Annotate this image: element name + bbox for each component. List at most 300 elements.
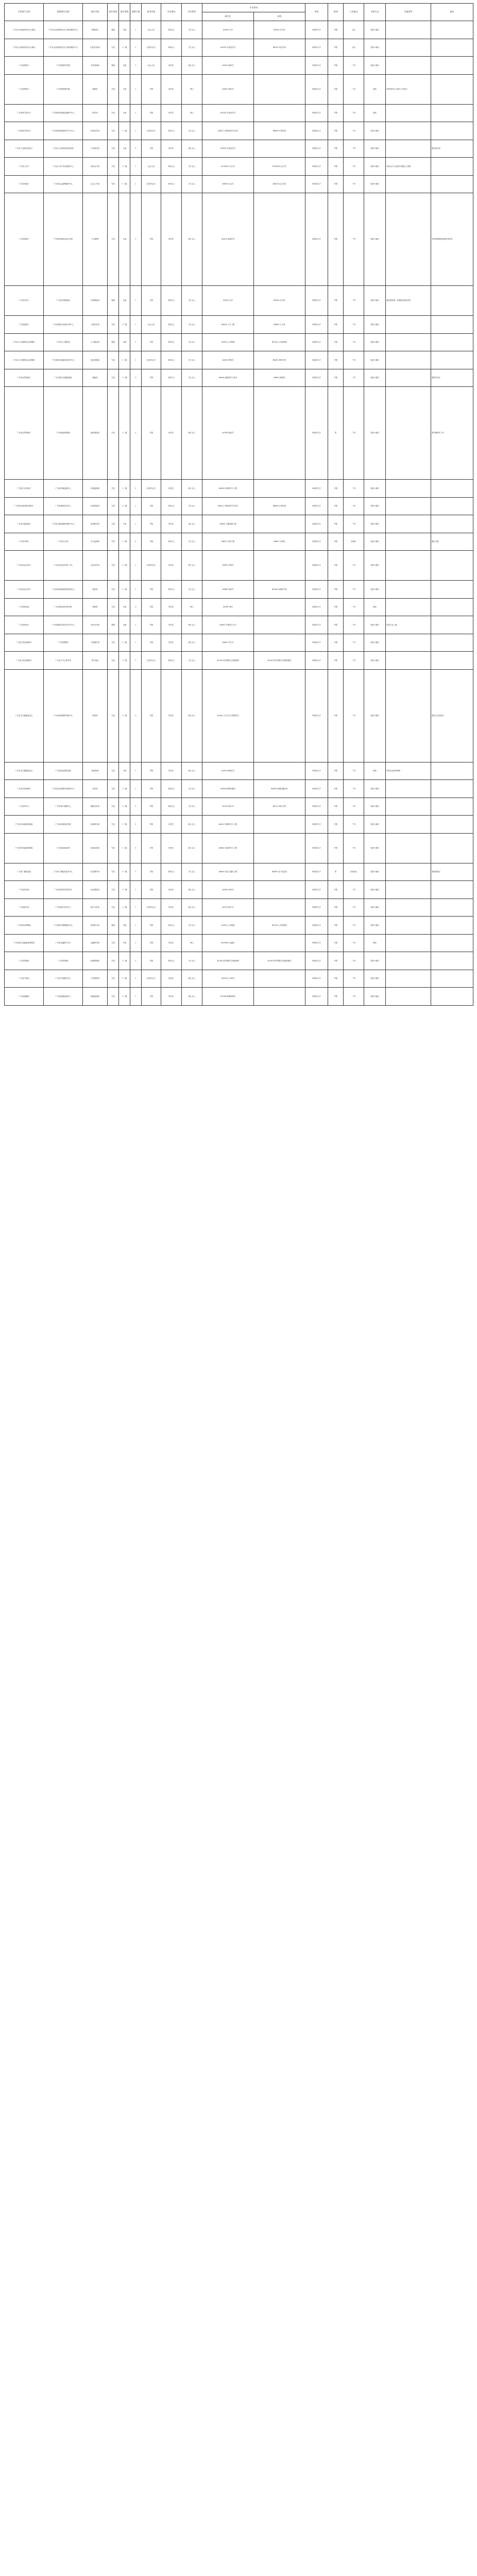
education-cell: 本科以上 bbox=[161, 497, 182, 515]
category-cell: 专技 bbox=[108, 669, 119, 762]
header-place: 工作地点 bbox=[344, 4, 364, 21]
dept-cell: 广东省教育厅 bbox=[5, 57, 44, 75]
count-cell: 1 bbox=[130, 497, 142, 515]
count-cell: 2 bbox=[130, 193, 142, 286]
dept-cell: 广东省卫生健康委员会 bbox=[5, 762, 44, 780]
count-cell: 1 bbox=[130, 616, 142, 634]
object-cell: 应届毕业生 bbox=[142, 480, 161, 498]
age-cell: 35周岁以下 bbox=[305, 988, 328, 1006]
exam-cell: 笔试+面试 bbox=[364, 515, 386, 533]
note-cell bbox=[431, 581, 473, 599]
category-cell: 专技 bbox=[108, 581, 119, 599]
post-cell: 教研岗 bbox=[83, 74, 108, 104]
level-cell: 十二级 bbox=[119, 533, 130, 551]
unit-cell: 广东省林业科学研究院 bbox=[44, 598, 83, 616]
dept-cell: 广东省民政厅 bbox=[5, 193, 44, 286]
major-graduate-cell: A0810 信息与通信工程 bbox=[202, 863, 254, 881]
level-cell: 十二级 bbox=[119, 351, 130, 369]
dept-cell: 广东省文化和旅游厅 bbox=[5, 652, 44, 670]
post-cell: 管理岗位 bbox=[83, 21, 108, 39]
other-cell bbox=[386, 57, 431, 75]
object-cell: 不限 bbox=[142, 816, 161, 834]
education-cell: 研究生 bbox=[161, 74, 182, 104]
count-cell: 2 bbox=[130, 652, 142, 670]
sex-cell: 不限 bbox=[328, 780, 344, 798]
other-cell bbox=[386, 104, 431, 122]
table-row bbox=[5, 988, 473, 1006]
sex-cell: 不限 bbox=[328, 497, 344, 515]
degree-cell: 学士以上 bbox=[182, 351, 202, 369]
count-cell: 1 bbox=[130, 634, 142, 652]
exam-cell: 面试 bbox=[364, 104, 386, 122]
place-cell: 广州 bbox=[344, 780, 364, 798]
sex-cell: 不限 bbox=[328, 175, 344, 193]
object-cell: 社会人员 bbox=[142, 158, 161, 176]
education-cell: 本科以上 bbox=[161, 952, 182, 970]
age-cell: 35周岁以下 bbox=[305, 917, 328, 935]
major-undergraduate-cell bbox=[254, 57, 305, 75]
table-row bbox=[5, 798, 473, 816]
dept-cell: 广东省医疗保障局 bbox=[5, 917, 44, 935]
header-sex: 性别 bbox=[328, 4, 344, 21]
header-category: 岗位类别 bbox=[108, 4, 119, 21]
note-cell bbox=[431, 515, 473, 533]
post-cell: 信息技术岗 bbox=[83, 122, 108, 140]
education-cell: 本科以上 bbox=[161, 533, 182, 551]
other-cell bbox=[386, 333, 431, 351]
degree-cell: 学士以上 bbox=[182, 780, 202, 798]
place-cell: 广州 bbox=[344, 952, 364, 970]
post-cell: 技术维护岗 bbox=[83, 863, 108, 881]
post-cell: 档案管理岗 bbox=[83, 952, 108, 970]
major-graduate-cell: A1002 临床医学 bbox=[202, 193, 254, 286]
table-row bbox=[5, 917, 473, 935]
exam-cell: 笔试+面试 bbox=[364, 39, 386, 57]
category-cell: 专技 bbox=[108, 193, 119, 286]
education-cell: 研究生 bbox=[161, 988, 182, 1006]
unit-cell: 广东省气象服务中心 bbox=[44, 970, 83, 988]
other-cell: 具有两年以上相关工作经历 bbox=[386, 74, 431, 104]
object-cell: 不限 bbox=[142, 387, 161, 480]
major-graduate-cell: A1204 公共管理 bbox=[202, 917, 254, 935]
category-cell: 专技 bbox=[108, 881, 119, 899]
category-cell: 专技 bbox=[108, 497, 119, 515]
degree-cell: 学士以上 bbox=[182, 863, 202, 881]
sex-cell: 不限 bbox=[328, 39, 344, 57]
level-cell: 十级 bbox=[119, 598, 130, 616]
education-cell: 研究生 bbox=[161, 762, 182, 780]
major-graduate-cell: A020204 金融学 bbox=[202, 934, 254, 952]
age-cell: 40周岁以下 bbox=[305, 934, 328, 952]
dept-cell: 广东省审计厅 bbox=[5, 798, 44, 816]
degree-cell: 学士以上 bbox=[182, 286, 202, 316]
unit-cell: 广东省统计信息中心 bbox=[44, 899, 83, 917]
note-cell bbox=[431, 917, 473, 935]
unit-cell: 广东省医疗保障服务中心 bbox=[44, 917, 83, 935]
note-cell bbox=[431, 934, 473, 952]
sex-cell: 不限 bbox=[328, 286, 344, 316]
other-cell bbox=[386, 634, 431, 652]
dept-cell: 广东省自然资源厅 bbox=[5, 369, 44, 387]
level-cell: 十二级 bbox=[119, 669, 130, 762]
major-undergraduate-cell: B0301 法学类 bbox=[254, 286, 305, 316]
degree-cell: 学士以上 bbox=[182, 158, 202, 176]
sex-cell: 不限 bbox=[328, 515, 344, 533]
education-cell: 本科以上 bbox=[161, 21, 182, 39]
place-cell: 广州 bbox=[344, 551, 364, 581]
count-cell: 1 bbox=[130, 899, 142, 917]
major-graduate-cell: A120201 会计学 bbox=[202, 158, 254, 176]
unit-cell: 广东省财政厅财政评审中心 bbox=[44, 316, 83, 334]
category-cell: 专技 bbox=[108, 652, 119, 670]
unit-cell: 广东省应急管理宣传教育中心 bbox=[44, 780, 83, 798]
table-body bbox=[5, 21, 473, 1006]
table-row bbox=[5, 816, 473, 834]
exam-cell: 笔试+面试 bbox=[364, 917, 386, 935]
level-cell: 十二级 bbox=[119, 899, 130, 917]
place-cell: 广州 bbox=[344, 122, 364, 140]
table-row bbox=[5, 175, 473, 193]
place-cell: 广州 bbox=[344, 351, 364, 369]
dept-cell: 广东省人力资源和社会保障厅 bbox=[5, 351, 44, 369]
major-undergraduate-cell: B0809 计算机类 bbox=[254, 497, 305, 515]
category-cell: 专技 bbox=[108, 104, 119, 122]
place-cell: 广州 bbox=[344, 387, 364, 480]
degree-cell: 硕士以上 bbox=[182, 970, 202, 988]
note-cell bbox=[431, 122, 473, 140]
object-cell: 社会人员 bbox=[142, 21, 161, 39]
age-cell: 30周岁以下 bbox=[305, 480, 328, 498]
object-cell: 不限 bbox=[142, 833, 161, 863]
degree-cell: 硕士以上 bbox=[182, 988, 202, 1006]
age-cell: 30周岁以下 bbox=[305, 551, 328, 581]
major-undergraduate-cell: B0807 电子信息类 bbox=[254, 863, 305, 881]
table-row bbox=[5, 881, 473, 899]
object-cell: 不限 bbox=[142, 140, 161, 158]
degree-cell: 硕士以上 bbox=[182, 616, 202, 634]
education-cell: 本科以上 bbox=[161, 369, 182, 387]
table-row bbox=[5, 652, 473, 670]
major-graduate-cell: A0812 计算机科学与技术 bbox=[202, 497, 254, 515]
major-undergraduate-cell bbox=[254, 515, 305, 533]
exam-cell: 笔试+面试 bbox=[364, 140, 386, 158]
age-cell: 30周岁以下 bbox=[305, 652, 328, 670]
major-undergraduate-cell: B120203 会计学 bbox=[254, 158, 305, 176]
note-cell bbox=[431, 798, 473, 816]
major-undergraduate-cell bbox=[254, 899, 305, 917]
post-cell: 环境监测岗 bbox=[83, 480, 108, 498]
note-cell bbox=[431, 551, 473, 581]
unit-cell: 广东省教育研究院 bbox=[44, 74, 83, 104]
major-undergraduate-cell: B0812 测绘类 bbox=[254, 369, 305, 387]
place-cell: 广州 bbox=[344, 497, 364, 515]
count-cell: 3 bbox=[130, 598, 142, 616]
category-cell: 专技 bbox=[108, 798, 119, 816]
place-cell: 广州 bbox=[344, 480, 364, 498]
place-cell: 广州 bbox=[344, 193, 364, 286]
other-cell bbox=[386, 515, 431, 533]
exam-cell: 笔试+面试 bbox=[364, 158, 386, 176]
major-graduate-cell: A0906 兽医学 bbox=[202, 581, 254, 599]
category-cell: 专技 bbox=[108, 988, 119, 1006]
sex-cell: 不限 bbox=[328, 193, 344, 286]
table-row bbox=[5, 369, 473, 387]
object-cell: 应届毕业生 bbox=[142, 970, 161, 988]
note-cell bbox=[431, 881, 473, 899]
count-cell: 2 bbox=[130, 551, 142, 581]
age-cell: 30周岁以下 bbox=[305, 899, 328, 917]
post-cell: 产业研究岗 bbox=[83, 140, 108, 158]
count-cell: 2 bbox=[130, 863, 142, 881]
level-cell: 十级 bbox=[119, 140, 130, 158]
place-cell: 广州 bbox=[344, 515, 364, 533]
other-cell bbox=[386, 934, 431, 952]
object-cell: 不限 bbox=[142, 74, 161, 104]
dept-cell: 广东省统计局 bbox=[5, 899, 44, 917]
age-cell: 35周岁以下 bbox=[305, 140, 328, 158]
unit-cell: 广东省公安厅机关服务中心 bbox=[44, 158, 83, 176]
major-undergraduate-cell: B0711 统计学类 bbox=[254, 798, 305, 816]
dept-cell: 广东省人力资源和社会保障厅 bbox=[5, 333, 44, 351]
note-cell: 需野外作业 bbox=[431, 369, 473, 387]
unit-cell: 广东省地震监测中心 bbox=[44, 988, 83, 1006]
exam-cell: 笔试+面试 bbox=[364, 863, 386, 881]
place-cell: 广州 bbox=[344, 140, 364, 158]
note-cell bbox=[431, 333, 473, 351]
degree-cell: 硕士以上 bbox=[182, 515, 202, 533]
header-major-graduate: 研究生 bbox=[202, 12, 254, 21]
major-graduate-cell: A1004 公共卫生与预防医学 bbox=[202, 669, 254, 762]
table-row bbox=[5, 104, 473, 122]
note-cell bbox=[431, 351, 473, 369]
other-cell bbox=[386, 952, 431, 970]
exam-cell: 面试 bbox=[364, 74, 386, 104]
place-cell: 广州 bbox=[344, 316, 364, 334]
table-row bbox=[5, 480, 473, 498]
degree-cell: 硕士以上 bbox=[182, 899, 202, 917]
dept-cell: 广东省市场监督管理局 bbox=[5, 816, 44, 834]
unit-cell: 广东省教育考试院 bbox=[44, 57, 83, 75]
note-cell: 需经常出差 bbox=[431, 140, 473, 158]
object-cell: 应届毕业生 bbox=[142, 122, 161, 140]
education-cell: 本科以上 bbox=[161, 158, 182, 176]
level-cell: 九级 bbox=[119, 616, 130, 634]
count-cell: 2 bbox=[130, 798, 142, 816]
degree-cell: 学士以上 bbox=[182, 652, 202, 670]
header-level: 岗位等级 bbox=[119, 4, 130, 21]
major-undergraduate-cell: B0301 法学类 bbox=[254, 21, 305, 39]
other-cell bbox=[386, 863, 431, 881]
major-undergraduate-cell bbox=[254, 480, 305, 498]
age-cell: 35周岁以下 bbox=[305, 286, 328, 316]
unit-cell: 广东省人民政府驻北京办事处服务中心 bbox=[44, 21, 83, 39]
count-cell: 2 bbox=[130, 140, 142, 158]
other-cell bbox=[386, 816, 431, 834]
major-graduate-cell: A0812 计算机科学与技术 bbox=[202, 122, 254, 140]
other-cell bbox=[386, 369, 431, 387]
dept-cell: 广东省林业局 bbox=[5, 598, 44, 616]
count-cell: 1 bbox=[130, 316, 142, 334]
count-cell: 1 bbox=[130, 104, 142, 122]
exam-cell: 面试 bbox=[364, 934, 386, 952]
dept-cell: 广东省文化和旅游厅 bbox=[5, 634, 44, 652]
degree-cell: 学士以上 bbox=[182, 497, 202, 515]
count-cell: 2 bbox=[130, 762, 142, 780]
post-cell: 规划研究岗 bbox=[83, 515, 108, 533]
unit-cell: 广东省科技创新监测研究中心 bbox=[44, 104, 83, 122]
category-cell: 专技 bbox=[108, 551, 119, 581]
post-cell: 地质调查岗 bbox=[83, 387, 108, 480]
place-cell: 广州 bbox=[344, 899, 364, 917]
major-graduate-cell: A0401 教育学 bbox=[202, 57, 254, 75]
other-cell bbox=[386, 480, 431, 498]
education-cell: 研究生 bbox=[161, 970, 182, 988]
education-cell: 研究生 bbox=[161, 57, 182, 75]
count-cell: 4 bbox=[130, 533, 142, 551]
other-cell bbox=[386, 581, 431, 599]
post-cell: 食品检验岗 bbox=[83, 833, 108, 863]
education-cell: 研究生 bbox=[161, 616, 182, 634]
level-cell: 十二级 bbox=[119, 634, 130, 652]
category-cell: 管理 bbox=[108, 57, 119, 75]
count-cell: 2 bbox=[130, 816, 142, 834]
degree-cell: 学士以上 bbox=[182, 798, 202, 816]
object-cell: 不限 bbox=[142, 863, 161, 881]
place-cell: 广州 bbox=[344, 934, 364, 952]
object-cell: 不限 bbox=[142, 581, 161, 599]
object-cell: 不限 bbox=[142, 952, 161, 970]
object-cell: 不限 bbox=[142, 988, 161, 1006]
sex-cell: 不限 bbox=[328, 122, 344, 140]
level-cell: 十二级 bbox=[119, 863, 130, 881]
count-cell: 2 bbox=[130, 970, 142, 988]
unit-cell: 广东省地质调查院 bbox=[44, 387, 83, 480]
category-cell: 专技 bbox=[108, 316, 119, 334]
recruitment-table bbox=[4, 3, 473, 1006]
sex-cell: 不限 bbox=[328, 158, 344, 176]
count-cell: 2 bbox=[130, 917, 142, 935]
sex-cell: 男 bbox=[328, 387, 344, 480]
level-cell: 九级 bbox=[119, 917, 130, 935]
category-cell: 专技 bbox=[108, 863, 119, 881]
degree-cell: 硕士以上 bbox=[182, 669, 202, 762]
major-undergraduate-cell bbox=[254, 616, 305, 634]
post-cell: 数据分析岗 bbox=[83, 798, 108, 816]
post-cell: 气象预报岗 bbox=[83, 970, 108, 988]
count-cell: 3 bbox=[130, 369, 142, 387]
major-graduate-cell: A0401 教育学 bbox=[202, 74, 254, 104]
count-cell: 1 bbox=[130, 74, 142, 104]
table-row bbox=[5, 74, 473, 104]
place-cell: 广州 bbox=[344, 634, 364, 652]
major-undergraduate-cell: B1204 公共管理类 bbox=[254, 917, 305, 935]
post-cell: 疾控岗 bbox=[83, 669, 108, 762]
unit-cell: 广东省民政职业技术学校 bbox=[44, 193, 83, 286]
object-cell: 应届毕业生 bbox=[142, 175, 161, 193]
header-object: 招考对象 bbox=[142, 4, 161, 21]
level-cell: 十二级 bbox=[119, 581, 130, 599]
table-row bbox=[5, 899, 473, 917]
level-cell: 九级 bbox=[119, 21, 130, 39]
major-graduate-cell: A0907 林学 bbox=[202, 598, 254, 616]
education-cell: 本科以上 bbox=[161, 917, 182, 935]
sex-cell: 不限 bbox=[328, 881, 344, 899]
post-cell: 图书馆员 bbox=[83, 652, 108, 670]
exam-cell: 笔试+面试 bbox=[364, 57, 386, 75]
post-cell: 宣传岗 bbox=[83, 780, 108, 798]
place-cell: 各地市 bbox=[344, 533, 364, 551]
place-cell: 广州 bbox=[344, 798, 364, 816]
place-cell: 广州 bbox=[344, 970, 364, 988]
age-cell: 35周岁以下 bbox=[305, 616, 328, 634]
count-cell: 1 bbox=[130, 351, 142, 369]
count-cell: 1 bbox=[130, 286, 142, 316]
education-cell: 本科以上 bbox=[161, 122, 182, 140]
major-undergraduate-cell: B0201 经济学类 bbox=[254, 39, 305, 57]
unit-cell: 广东省人民政府驻北京办事处服务中心 bbox=[44, 39, 83, 57]
sex-cell: 不限 bbox=[328, 634, 344, 652]
post-cell: 财务会计岗 bbox=[83, 158, 108, 176]
count-cell: 2 bbox=[130, 581, 142, 599]
recruitment-sheet bbox=[4, 3, 473, 1006]
header-education: 学历要求 bbox=[161, 4, 182, 21]
table-row bbox=[5, 122, 473, 140]
education-cell: 研究生 bbox=[161, 881, 182, 899]
header-major: 专业要求 bbox=[202, 4, 305, 12]
unit-cell: 广东省职业技能鉴定指导中心 bbox=[44, 351, 83, 369]
table-row bbox=[5, 21, 473, 39]
exam-cell: 笔试+面试 bbox=[364, 652, 386, 670]
count-cell: 1 bbox=[130, 988, 142, 1006]
age-cell: 40周岁以下 bbox=[305, 104, 328, 122]
age-cell: 30周岁以下 bbox=[305, 39, 328, 57]
level-cell: 九级 bbox=[119, 333, 130, 351]
category-cell: 专技 bbox=[108, 122, 119, 140]
major-undergraduate-cell: B0809 计算机类 bbox=[254, 122, 305, 140]
degree-cell: 博士 bbox=[182, 104, 202, 122]
exam-cell: 笔试+面试 bbox=[364, 581, 386, 599]
category-cell: 专技 bbox=[108, 158, 119, 176]
major-graduate-cell: A0823 交通运输工程 bbox=[202, 515, 254, 533]
degree-cell: 硕士以上 bbox=[182, 140, 202, 158]
level-cell: 十级 bbox=[119, 193, 130, 286]
degree-cell: 硕士以上 bbox=[182, 833, 202, 863]
other-cell bbox=[386, 881, 431, 899]
note-cell bbox=[431, 816, 473, 834]
place-cell: 广州 bbox=[344, 833, 364, 863]
other-cell bbox=[386, 780, 431, 798]
place-cell: 北京 bbox=[344, 21, 364, 39]
sex-cell: 不限 bbox=[328, 669, 344, 762]
age-cell: 35周岁以下 bbox=[305, 669, 328, 762]
place-cell: 广州 bbox=[344, 175, 364, 193]
major-graduate-cell: A0301 法学 bbox=[202, 286, 254, 316]
dept-cell: 广东省商务厅 bbox=[5, 616, 44, 634]
table-row bbox=[5, 952, 473, 970]
table-row bbox=[5, 780, 473, 798]
dept-cell: 广东省财政厅 bbox=[5, 316, 44, 334]
exam-cell: 笔试+面试 bbox=[364, 816, 386, 834]
unit-cell: 广东省审计数据中心 bbox=[44, 798, 83, 816]
object-cell: 社会人员 bbox=[142, 57, 161, 75]
unit-cell: 广东省国土资源测绘院 bbox=[44, 369, 83, 387]
exam-cell: 笔试+面试 bbox=[364, 175, 386, 193]
level-cell: 十二级 bbox=[119, 480, 130, 498]
age-cell: 30周岁以下 bbox=[305, 122, 328, 140]
degree-cell: 学士以上 bbox=[182, 533, 202, 551]
major-graduate-cell: A1205 图书情报与档案管理 bbox=[202, 652, 254, 670]
dept-cell: 广东省科学技术厅 bbox=[5, 104, 44, 122]
